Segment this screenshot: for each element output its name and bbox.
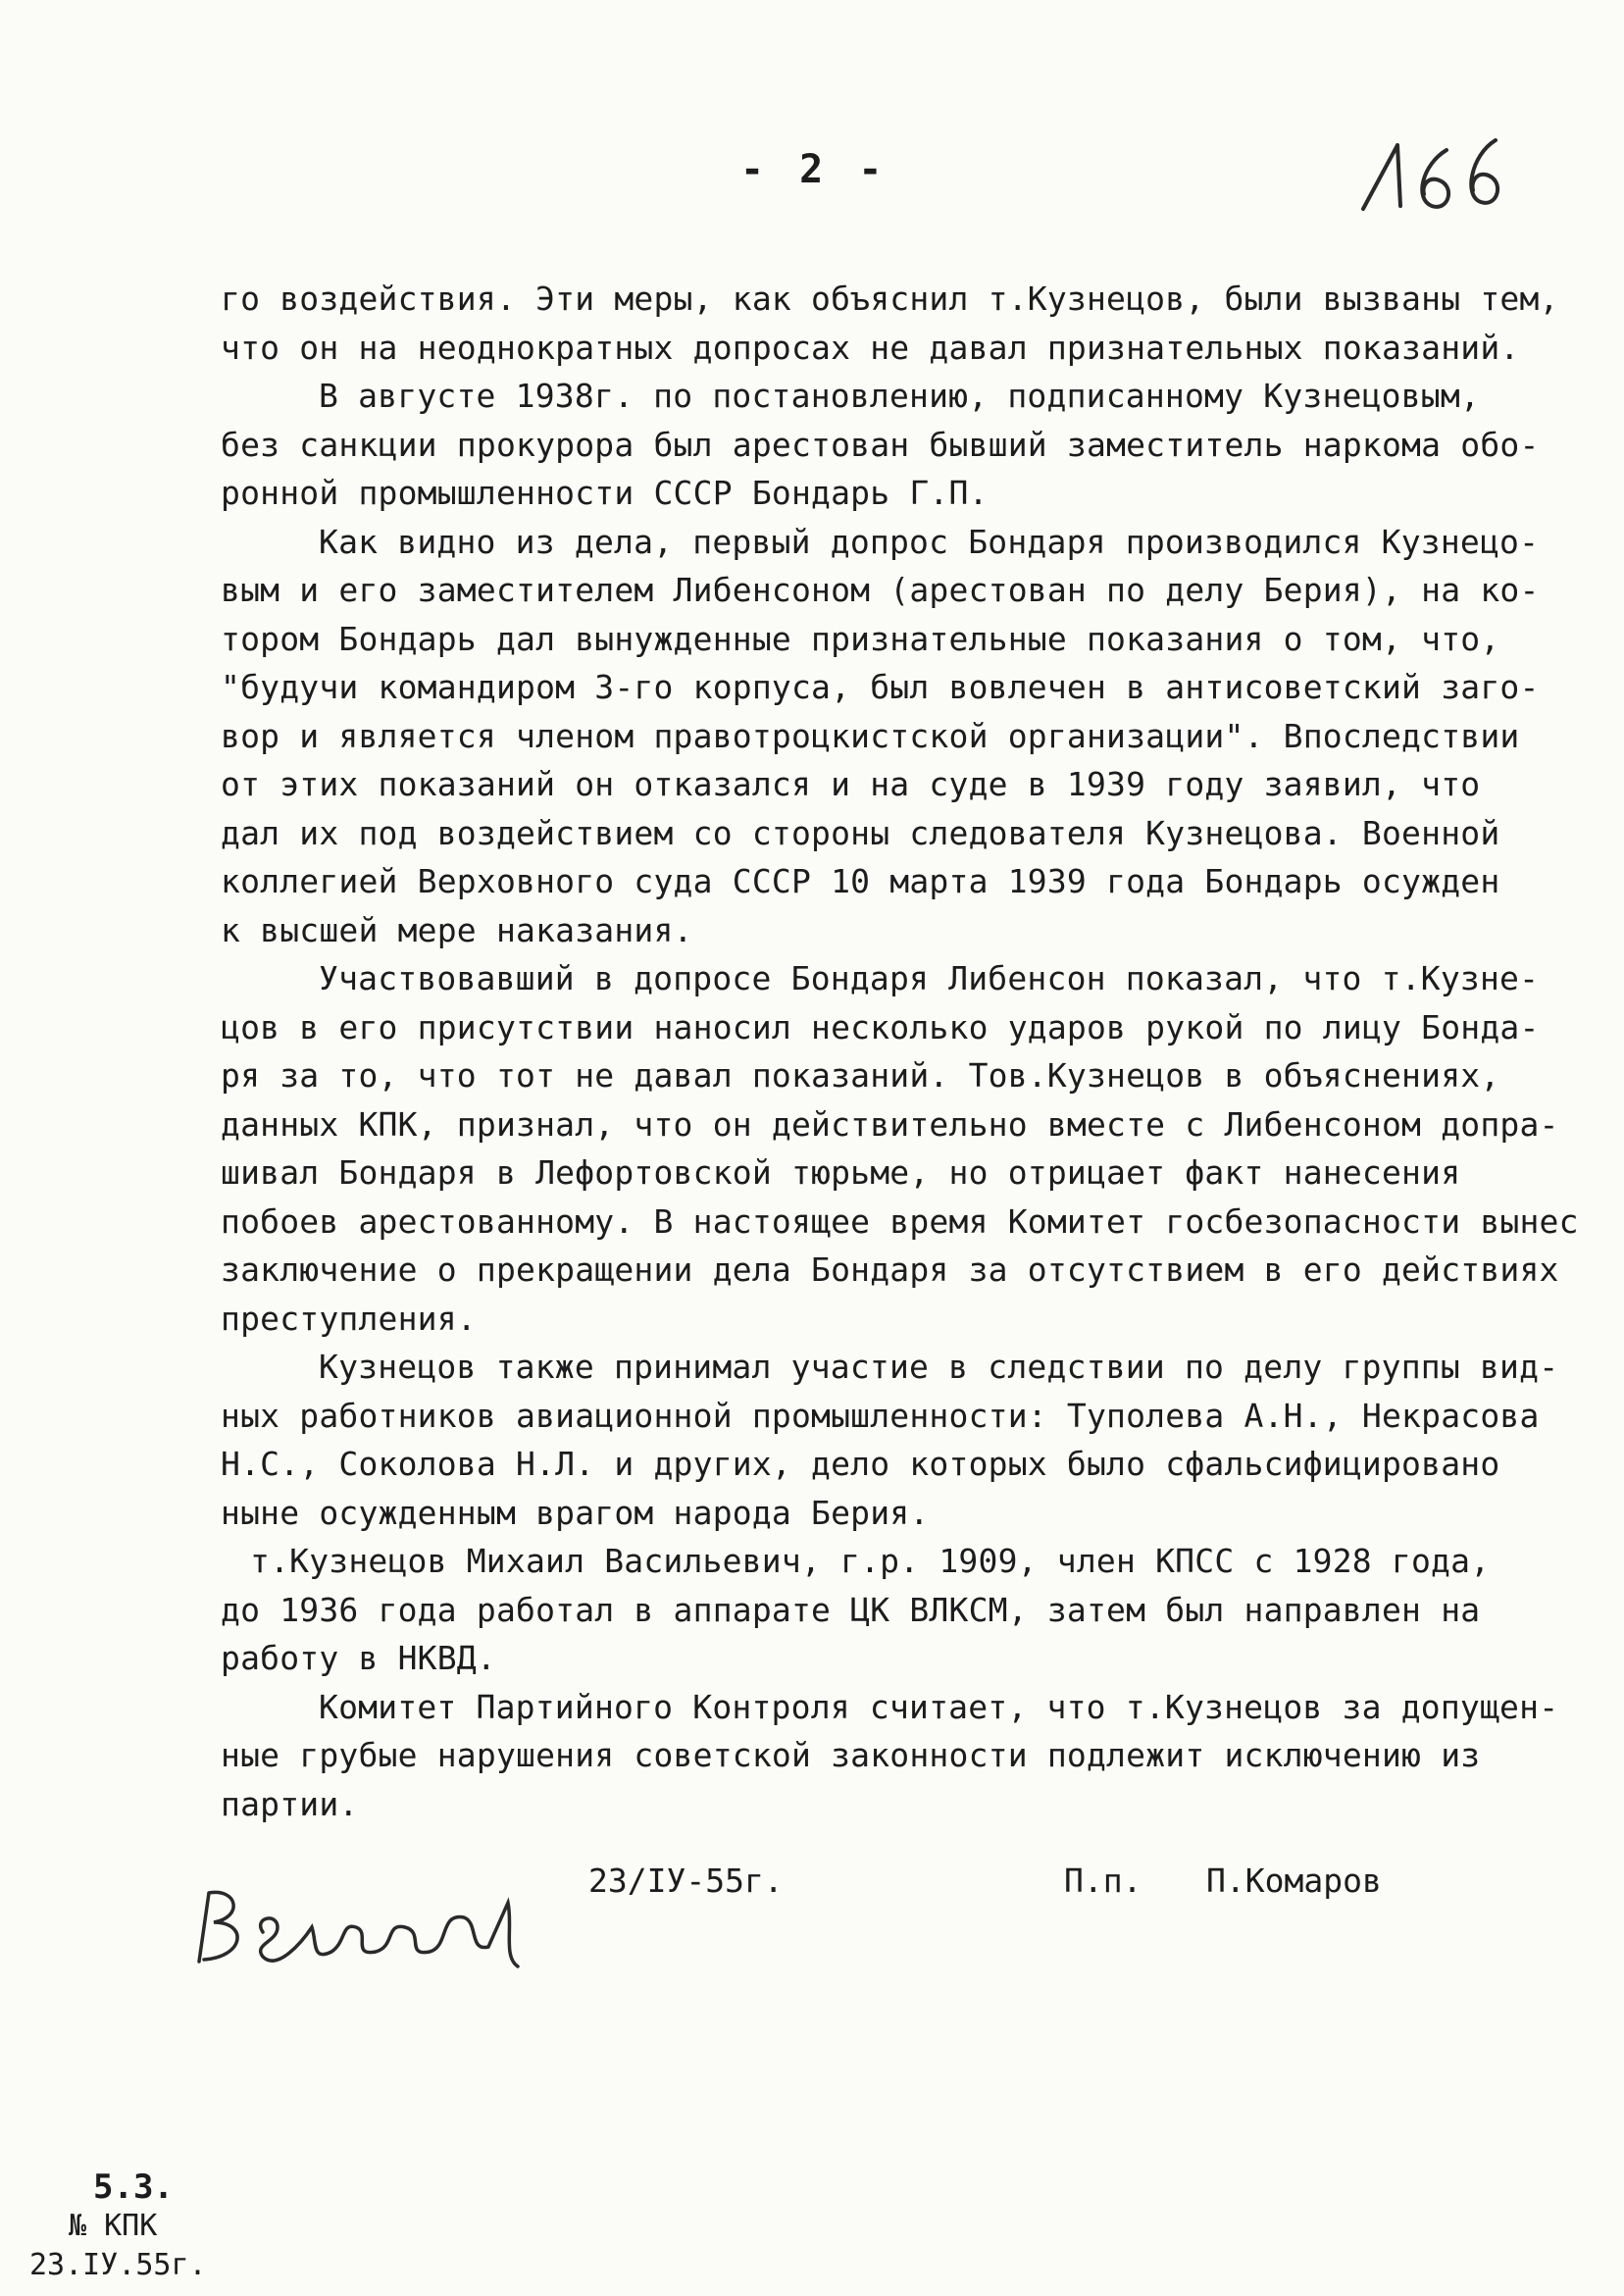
body-line: коллегией Верховного суда СССР 10 марта 1939 года Бондарь осужден (221, 862, 1500, 900)
handwritten-folio-number (1344, 116, 1520, 224)
body-line: Как видно из дела, первый допрос Бондаря производился Кузнецо- (319, 522, 1540, 561)
stamp-line-1: 5.3. (93, 2168, 174, 2207)
signed-marker: П.п. (1064, 1862, 1142, 1900)
body-line: данных КПК, признал, что он действительно вместе с Либенсоном допра- (221, 1104, 1559, 1144)
body-line: заключение о прекращении дела Бондаря за отсутствием в его действиях (221, 1250, 1559, 1289)
body-line: ря за то, что тот не давал показаний. Тов.Кузнецов в объяснениях, (221, 1056, 1500, 1095)
body-line: Кузнецов также принимал участие в следствии по делу группы вид- (319, 1348, 1559, 1386)
body-line: Участвовавший в допросе Бондаря Либенсон показал, что т.Кузне- (319, 959, 1540, 997)
body-line: ные грубые нарушения советской законности подлежит исключению из (221, 1736, 1481, 1774)
body-line: работу в НКВД. (221, 1639, 496, 1677)
body-line: т.Кузнецов Михаил Васильевич, г.р. 1909, член КПСС с 1928 года, (250, 1542, 1491, 1580)
body-line: Комитет Партийного Контроля считает, что т.Кузнецов за допущен- (319, 1687, 1559, 1726)
body-line: дал их под воздействием со стороны следователя Кузнецова. Военной (221, 813, 1500, 852)
body-line: "будучи командиром 3-го корпуса, был вовлечен в антисоветский заго- (221, 668, 1540, 706)
body-line: цов в его присутствии наносил несколько ударов рукой по лицу Бонда- (221, 1007, 1540, 1046)
body-line: вым и его заместителем Либенсоном (арестован по делу Берия), на ко- (221, 571, 1540, 609)
body-line: Н.С., Соколова Н.Л. и других, дело которых было сфальсифицировано (221, 1445, 1500, 1483)
stamp-line-3: 23.IУ.55г. (29, 2248, 207, 2282)
body-line: побоев арестованному. В настоящее время Комитет госбезопасности вынес (221, 1201, 1579, 1241)
letter-date: 23/IУ-55г. (588, 1862, 784, 1900)
body-line: го воздействия. Эти меры, как объяснил т.Кузнецов, были вызваны тем, (221, 280, 1559, 318)
body-line: от этих показаний он отказался и на суде в 1939 году заявил, что (221, 765, 1481, 803)
signatory-name: П.Комаров (1206, 1862, 1382, 1900)
body-line: без санкции прокурора был арестован бывший заместитель наркома обо- (221, 425, 1540, 464)
letter-body (221, 275, 1603, 1828)
stamp-line-2: № КПК (69, 2209, 158, 2243)
body-line: преступления. (221, 1299, 477, 1338)
body-line: тором Бондарь дал вынужденные признательные показания о том, что, (221, 619, 1500, 658)
body-line: ных работников авиационной промышленности: Туполева А.Н., Некрасова (221, 1396, 1540, 1435)
registration-stamp (29, 2168, 275, 2285)
body-line: партии. (221, 1784, 359, 1823)
body-line: что он на неоднократных допросах не давал признательных показаний. (221, 328, 1520, 367)
body-line: до 1936 года работал в аппарате ЦК ВЛКСМ, затем был направлен на (221, 1590, 1481, 1629)
body-line: вор и является членом правотроцкистской организации". Впоследствии (221, 716, 1520, 755)
body-line: к высшей мере наказания. (221, 910, 693, 949)
body-line: ронной промышленности СССР Бондарь Г.П. (221, 474, 989, 512)
handwritten-signature (184, 1873, 537, 1981)
body-line: ныне осужденным врагом народа Берия. (221, 1493, 930, 1532)
body-line: шивал Бондаря в Лефортовской тюрьме, но отрицает факт нанесения (221, 1153, 1461, 1192)
body-line: В августе 1938г. по постановлению, подписанному Кузнецовым, (319, 377, 1480, 415)
page-number: - 2 - (740, 147, 888, 192)
